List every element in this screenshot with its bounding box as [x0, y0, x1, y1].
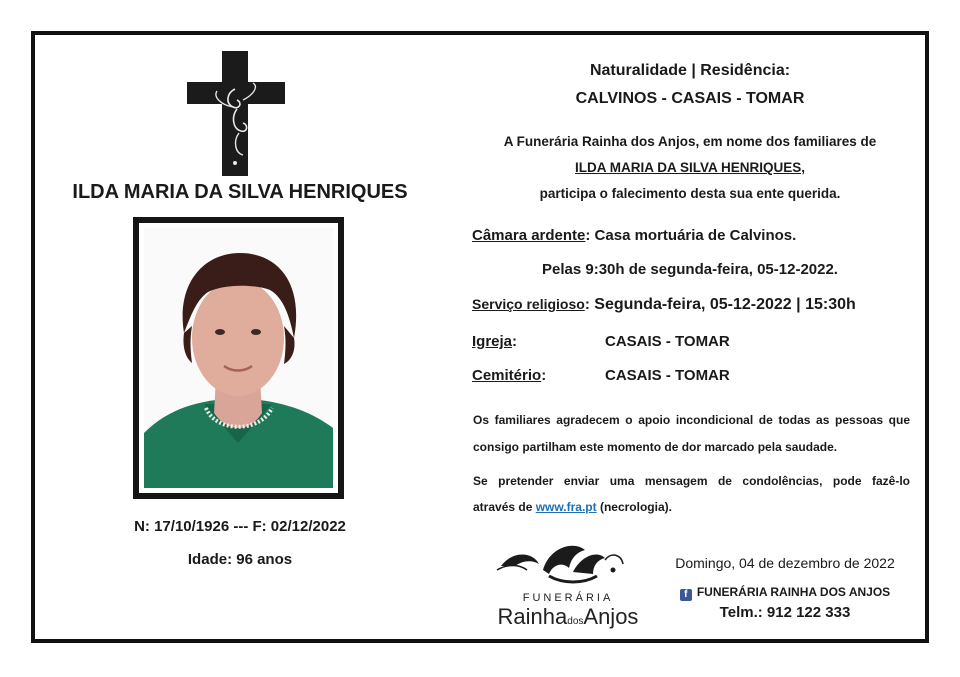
logo-top-text: FUNERÁRIA [522, 592, 614, 604]
age: Idade: 96 anos [187, 551, 293, 568]
logo-main1: Rainha [497, 604, 568, 629]
condolences-line2 [473, 500, 910, 514]
logo-main3: Anjos [583, 604, 639, 629]
camara-ardente-row [472, 227, 796, 244]
facebook-label: FUNERÁRIA RAINHA DOS ANJOS [696, 585, 891, 599]
fra-website-link[interactable]: www.fra.pt [535, 500, 597, 514]
cemiterio-label-row [472, 367, 546, 384]
igreja-sep: : [512, 333, 518, 350]
birth-death-dates: N: 17/10/1926 --- F: 02/12/2022 [134, 518, 346, 535]
servico-label: Serviço religioso [472, 296, 585, 312]
cemiterio-sep: : [541, 367, 547, 384]
footer-phone: Telm.: 912 122 333 [719, 604, 851, 621]
logo-main2: dos [567, 616, 584, 627]
deceased-photo [133, 217, 344, 499]
announcement-name: ILDA MARIA DA SILVA HENRIQUES, [574, 160, 805, 175]
funeraria-logo [488, 540, 648, 635]
deceased-name: ILDA MARIA DA SILVA HENRIQUES [72, 181, 408, 203]
cemiterio-label: Cemitério [472, 367, 542, 384]
thanks-line1: Os familiares agradecem o apoio incondicional de todas as pessoas que [473, 413, 910, 427]
thanks-line2: consigo partilham este momento de dor marcado pela saudade. [473, 440, 838, 454]
angel-wings-icon [493, 540, 643, 592]
origin-label: Naturalidade | Residência: [589, 62, 791, 79]
footer-facebook[interactable] [660, 585, 910, 601]
igreja-value: CASAIS - TOMAR [605, 333, 730, 350]
igreja-label-row [472, 333, 517, 350]
camara-sep: : [585, 227, 591, 244]
igreja-label: Igreja [472, 333, 513, 350]
announcement-line3: participa o falecimento desta sua ente querida. [539, 186, 841, 201]
camara-value: Casa mortuária de Calvinos. [590, 227, 797, 244]
announcement-line1: A Funerária Rainha dos Anjos, em nome dos familiares de [503, 134, 877, 149]
logo-main-text [488, 604, 648, 630]
condolences-line1: Se pretender enviar uma mensagem de condolências, pode fazê-lo [473, 474, 910, 488]
camara-label: Câmara ardente [472, 227, 586, 244]
servico-row [472, 296, 856, 314]
servico-sep: : [584, 296, 590, 313]
cemiterio-value: CASAIS - TOMAR [605, 367, 730, 384]
camara-time: Pelas 9:30h de segunda-feira, 05-12-2022. [542, 261, 838, 278]
servico-value: Segunda-feira, 05-12-2022 | 15:30h [589, 296, 856, 313]
origin-place: CALVINOS - CASAIS - TOMAR [575, 90, 805, 107]
footer-date: Domingo, 04 de dezembro de 2022 [675, 555, 895, 571]
facebook-icon: f [680, 589, 692, 601]
condolences-prefix: através de [473, 500, 536, 514]
condolences-suffix: (necrologia). [596, 500, 672, 514]
